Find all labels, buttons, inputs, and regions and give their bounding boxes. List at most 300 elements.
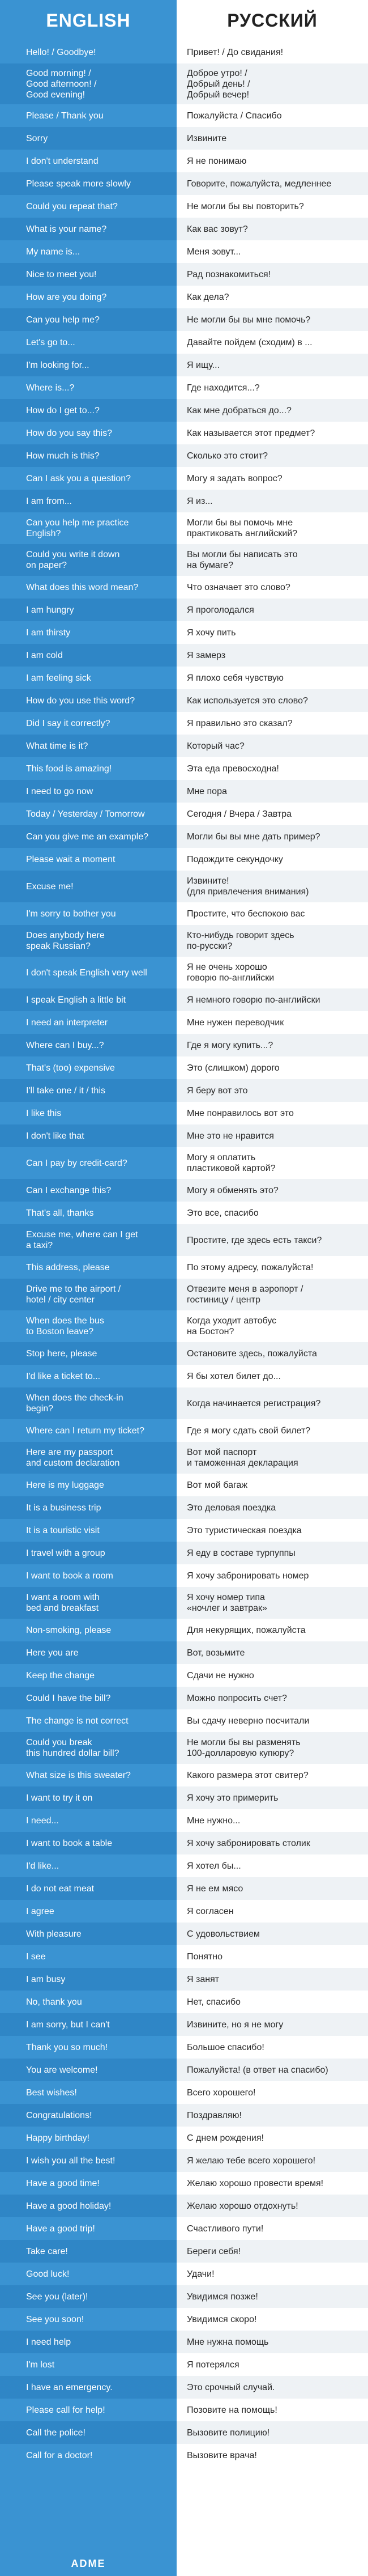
russian-phrase: Я плохо себя чувствую bbox=[177, 667, 368, 689]
english-phrase: See you soon! bbox=[0, 2308, 177, 2331]
phrase-row bbox=[0, 2285, 368, 2308]
phrase-row bbox=[0, 1687, 368, 1709]
english-phrase: Congratulations! bbox=[0, 2104, 177, 2127]
english-phrase: What size is this sweater? bbox=[0, 1764, 177, 1786]
english-phrase: Stop here, please bbox=[0, 1342, 177, 1365]
russian-phrase: Могу я оплатить пластиковой картой? bbox=[177, 1147, 368, 1179]
english-phrase: How are you doing? bbox=[0, 286, 177, 308]
english-phrase: I speak English a little bit bbox=[0, 988, 177, 1011]
english-phrase: I don't understand bbox=[0, 150, 177, 172]
phrase-row bbox=[0, 1079, 368, 1102]
english-phrase: Could you write it down on paper? bbox=[0, 544, 177, 576]
english-phrase: I travel with a group bbox=[0, 1542, 177, 1564]
russian-phrase: Я хочу это примерить bbox=[177, 1786, 368, 1809]
russian-phrase: Мне нужно... bbox=[177, 1809, 368, 1832]
russian-phrase: Я правильно это сказал? bbox=[177, 712, 368, 735]
russian-phrase: Не могли бы вы разменять 100-долларовую купюру? bbox=[177, 1732, 368, 1764]
english-phrase: How do I get to...? bbox=[0, 399, 177, 422]
phrase-row bbox=[0, 689, 368, 712]
phrase-row bbox=[0, 1179, 368, 1202]
phrase-row bbox=[0, 104, 368, 127]
phrase-row bbox=[0, 2217, 368, 2240]
phrase-row bbox=[0, 1342, 368, 1365]
phrase-row bbox=[0, 2353, 368, 2376]
english-phrase: I'm looking for... bbox=[0, 354, 177, 376]
russian-phrase: Не могли бы вы мне помочь? bbox=[177, 308, 368, 331]
phrase-row bbox=[0, 1147, 368, 1179]
phrase-row bbox=[0, 2104, 368, 2127]
russian-phrase: Могли бы вы помочь мне практиковать английский? bbox=[177, 512, 368, 544]
english-header: ENGLISH bbox=[0, 0, 177, 41]
english-phrase: This food is amazing! bbox=[0, 757, 177, 780]
phrase-row bbox=[0, 1056, 368, 1079]
english-phrase: I need an interpreter bbox=[0, 1011, 177, 1034]
phrase-row bbox=[0, 1202, 368, 1224]
english-phrase: I want to book a room bbox=[0, 1564, 177, 1587]
russian-phrase: Как называется этот предмет? bbox=[177, 422, 368, 444]
english-phrase: Have a good holiday! bbox=[0, 2195, 177, 2217]
russian-phrase: Я бы хотел билет до... bbox=[177, 1365, 368, 1387]
russian-phrase: Не могли бы вы повторить? bbox=[177, 195, 368, 218]
russian-phrase: Это все, спасибо bbox=[177, 1202, 368, 1224]
russian-phrase: Сдачи не нужно bbox=[177, 1664, 368, 1687]
phrase-row bbox=[0, 2240, 368, 2263]
phrase-row bbox=[0, 1587, 368, 1619]
english-phrase: I'd like... bbox=[0, 1854, 177, 1877]
english-phrase: I'm sorry to bother you bbox=[0, 902, 177, 925]
russian-phrase: Где я могу купить...? bbox=[177, 1034, 368, 1056]
header bbox=[0, 0, 368, 41]
english-phrase: I need to go now bbox=[0, 780, 177, 803]
russian-phrase: Вот, возьмите bbox=[177, 1641, 368, 1664]
phrase-row bbox=[0, 735, 368, 757]
phrase-row bbox=[0, 667, 368, 689]
russian-phrase: Желаю хорошо провести время! bbox=[177, 2172, 368, 2195]
english-phrase: Sorry bbox=[0, 127, 177, 150]
russian-phrase: Привет! / До свидания! bbox=[177, 41, 368, 63]
russian-phrase: Вызовите полицию! bbox=[177, 2421, 368, 2444]
english-phrase: Does anybody here speak Russian? bbox=[0, 925, 177, 957]
phrase-row bbox=[0, 2399, 368, 2421]
phrase-row bbox=[0, 871, 368, 902]
russian-phrase: Это (слишком) дорого bbox=[177, 1056, 368, 1079]
russian-phrase: Мне нужен переводчик bbox=[177, 1011, 368, 1034]
phrase-row bbox=[0, 150, 368, 172]
english-phrase: Here are my passport and custom declaration bbox=[0, 1442, 177, 1474]
english-phrase: Hello! / Goodbye! bbox=[0, 41, 177, 63]
russian-phrase: Я не очень хорошо говорю по-английски bbox=[177, 957, 368, 988]
english-phrase: It is a touristic visit bbox=[0, 1519, 177, 1542]
russian-phrase: Поздравляю! bbox=[177, 2104, 368, 2127]
russian-phrase: Пожалуйста! (в ответ на спасибо) bbox=[177, 2059, 368, 2081]
russian-phrase: Когда начинается регистрация? bbox=[177, 1387, 368, 1419]
phrase-row bbox=[0, 644, 368, 667]
russian-phrase: По этому адресу, пожалуйста! bbox=[177, 1256, 368, 1279]
russian-phrase: Какого размера этот свитер? bbox=[177, 1764, 368, 1786]
russian-phrase: Эта еда превосходна! bbox=[177, 757, 368, 780]
russian-phrase: Я хочу забронировать столик bbox=[177, 1832, 368, 1854]
russian-phrase: Понятно bbox=[177, 1945, 368, 1968]
russian-phrase: Как дела? bbox=[177, 286, 368, 308]
english-phrase: Call for a doctor! bbox=[0, 2444, 177, 2467]
phrase-row bbox=[0, 902, 368, 925]
phrase-row bbox=[0, 1709, 368, 1732]
russian-phrase: Мне пора bbox=[177, 780, 368, 803]
english-phrase: I'd like a ticket to... bbox=[0, 1365, 177, 1387]
phrase-row bbox=[0, 1923, 368, 1945]
english-phrase: Have a good trip! bbox=[0, 2217, 177, 2240]
phrase-row bbox=[0, 1809, 368, 1832]
phrase-row bbox=[0, 1664, 368, 1687]
russian-phrase: Давайте пойдем (сходим) в ... bbox=[177, 331, 368, 354]
russian-phrase: Сегодня / Вчера / Завтра bbox=[177, 803, 368, 825]
russian-phrase: С днем рождения! bbox=[177, 2127, 368, 2149]
english-phrase: I don't like that bbox=[0, 1124, 177, 1147]
english-phrase: That's (too) expensive bbox=[0, 1056, 177, 1079]
english-phrase: I am cold bbox=[0, 644, 177, 667]
phrase-row bbox=[0, 2149, 368, 2172]
phrase-row bbox=[0, 354, 368, 376]
phrase-row bbox=[0, 1945, 368, 1968]
phrase-row bbox=[0, 2421, 368, 2444]
phrase-row bbox=[0, 1310, 368, 1342]
phrase-row bbox=[0, 1732, 368, 1764]
phrase-row bbox=[0, 1968, 368, 1991]
english-phrase: Good morning! / Good afternoon! / Good evening! bbox=[0, 63, 177, 104]
russian-phrase: Счастливого пути! bbox=[177, 2217, 368, 2240]
phrase-row bbox=[0, 1365, 368, 1387]
phrase-table bbox=[0, 41, 368, 2467]
phrase-row bbox=[0, 712, 368, 735]
russian-phrase: Вот мой багаж bbox=[177, 1474, 368, 1496]
phrase-row bbox=[0, 376, 368, 399]
russian-phrase: Я согласен bbox=[177, 1900, 368, 1923]
english-phrase: Nice to meet you! bbox=[0, 263, 177, 286]
english-phrase: Could you repeat that? bbox=[0, 195, 177, 218]
phrase-row bbox=[0, 2331, 368, 2353]
english-phrase: Best wishes! bbox=[0, 2081, 177, 2104]
russian-phrase: Простите, где здесь есть такси? bbox=[177, 1224, 368, 1256]
russian-phrase: Подождите секундочку bbox=[177, 848, 368, 871]
phrase-row bbox=[0, 621, 368, 644]
phrase-row bbox=[0, 1224, 368, 1256]
english-phrase: Call the police! bbox=[0, 2421, 177, 2444]
russian-phrase: Позовите на помощь! bbox=[177, 2399, 368, 2421]
phrase-row bbox=[0, 2036, 368, 2059]
phrase-row bbox=[0, 825, 368, 848]
phrase-row bbox=[0, 240, 368, 263]
russian-phrase: Я ищу... bbox=[177, 354, 368, 376]
english-phrase: I want a room with bed and breakfast bbox=[0, 1587, 177, 1619]
english-phrase: What time is it? bbox=[0, 735, 177, 757]
phrase-row bbox=[0, 172, 368, 195]
english-phrase: Please call for help! bbox=[0, 2399, 177, 2421]
english-phrase: Please / Thank you bbox=[0, 104, 177, 127]
phrase-row bbox=[0, 2444, 368, 2467]
phrase-row bbox=[0, 1256, 368, 1279]
phrase-row bbox=[0, 1641, 368, 1664]
phrase-row bbox=[0, 780, 368, 803]
english-phrase: When does the check-in begin? bbox=[0, 1387, 177, 1419]
english-phrase: I want to try it on bbox=[0, 1786, 177, 1809]
russian-phrase: Я не ем мясо bbox=[177, 1877, 368, 1900]
english-phrase: Let's go to... bbox=[0, 331, 177, 354]
english-phrase: Have a good time! bbox=[0, 2172, 177, 2195]
english-phrase: Here you are bbox=[0, 1641, 177, 1664]
phrase-row bbox=[0, 2081, 368, 2104]
phrase-row bbox=[0, 41, 368, 63]
english-phrase: Where can I return my ticket? bbox=[0, 1419, 177, 1442]
phrase-row bbox=[0, 490, 368, 512]
phrase-row bbox=[0, 444, 368, 467]
english-phrase: Could you break this hundred dollar bill? bbox=[0, 1732, 177, 1764]
russian-phrase: Это деловая поездка bbox=[177, 1496, 368, 1519]
russian-phrase: Извините bbox=[177, 127, 368, 150]
russian-phrase: Который час? bbox=[177, 735, 368, 757]
russian-phrase: Могу я обменять это? bbox=[177, 1179, 368, 1202]
phrase-row bbox=[0, 467, 368, 490]
english-phrase: How much is this? bbox=[0, 444, 177, 467]
phrase-row bbox=[0, 599, 368, 621]
russian-phrase: Как вас зовут? bbox=[177, 218, 368, 240]
russian-phrase: Вот мой паспорт и таможенная декларация bbox=[177, 1442, 368, 1474]
russian-phrase: Говорите, пожалуйста, медленнее bbox=[177, 172, 368, 195]
english-phrase: What does this word mean? bbox=[0, 576, 177, 599]
english-phrase: Can I ask you a question? bbox=[0, 467, 177, 490]
russian-phrase: Как используется это слово? bbox=[177, 689, 368, 712]
phrase-row bbox=[0, 544, 368, 576]
russian-header: РУССКИЙ bbox=[177, 0, 368, 41]
russian-phrase: Когда уходит автобус на Бостон? bbox=[177, 1310, 368, 1342]
english-phrase: I am hungry bbox=[0, 599, 177, 621]
phrase-row bbox=[0, 195, 368, 218]
phrase-row bbox=[0, 1124, 368, 1147]
english-phrase: With pleasure bbox=[0, 1923, 177, 1945]
english-phrase: I am feeling sick bbox=[0, 667, 177, 689]
russian-phrase: Извините! (для привлечения внимания) bbox=[177, 871, 368, 902]
phrase-row bbox=[0, 2127, 368, 2149]
english-phrase: No, thank you bbox=[0, 1991, 177, 2013]
phrase-row bbox=[0, 1764, 368, 1786]
english-phrase: What is your name? bbox=[0, 218, 177, 240]
phrase-row bbox=[0, 308, 368, 331]
phrase-row bbox=[0, 1496, 368, 1519]
adme-logo: ADME bbox=[0, 2551, 177, 2576]
phrase-row bbox=[0, 1900, 368, 1923]
russian-phrase: Нет, спасибо bbox=[177, 1991, 368, 2013]
phrase-row bbox=[0, 2013, 368, 2036]
english-phrase: How do you use this word? bbox=[0, 689, 177, 712]
russian-phrase: Увидимся позже! bbox=[177, 2285, 368, 2308]
russian-phrase: Сколько это стоит? bbox=[177, 444, 368, 467]
russian-phrase: Что означает это слово? bbox=[177, 576, 368, 599]
phrase-row bbox=[0, 1387, 368, 1419]
phrase-row bbox=[0, 1564, 368, 1587]
russian-phrase: Можно попросить счет? bbox=[177, 1687, 368, 1709]
english-phrase: Can you give me an example? bbox=[0, 825, 177, 848]
russian-phrase: Где находится...? bbox=[177, 376, 368, 399]
english-phrase: Can you help me practice English? bbox=[0, 512, 177, 544]
phrase-row bbox=[0, 957, 368, 988]
english-phrase: I need help bbox=[0, 2331, 177, 2353]
russian-phrase: Вызовите врача! bbox=[177, 2444, 368, 2467]
phrase-row bbox=[0, 1832, 368, 1854]
russian-phrase: Меня зовут... bbox=[177, 240, 368, 263]
english-phrase: That's all, thanks bbox=[0, 1202, 177, 1224]
russian-phrase: Могу я задать вопрос? bbox=[177, 467, 368, 490]
english-phrase: Can you help me? bbox=[0, 308, 177, 331]
phrase-row bbox=[0, 2263, 368, 2285]
english-phrase: Take care! bbox=[0, 2240, 177, 2263]
english-phrase: Where is...? bbox=[0, 376, 177, 399]
phrase-row bbox=[0, 399, 368, 422]
russian-phrase: Я желаю тебе всего хорошего! bbox=[177, 2149, 368, 2172]
russian-phrase: Удачи! bbox=[177, 2263, 368, 2285]
english-phrase: Non-smoking, please bbox=[0, 1619, 177, 1641]
phrase-row bbox=[0, 127, 368, 150]
russian-phrase: Как мне добраться до...? bbox=[177, 399, 368, 422]
russian-phrase: Это срочный случай. bbox=[177, 2376, 368, 2399]
english-phrase: You are welcome! bbox=[0, 2059, 177, 2081]
english-phrase: My name is... bbox=[0, 240, 177, 263]
russian-phrase: Пожалуйста / Спасибо bbox=[177, 104, 368, 127]
english-phrase: Did I say it correctly? bbox=[0, 712, 177, 735]
russian-phrase: Отвезите меня в аэропорт / гостиницу / центр bbox=[177, 1279, 368, 1310]
phrase-row bbox=[0, 2376, 368, 2399]
phrase-row bbox=[0, 2308, 368, 2331]
phrase-row bbox=[0, 1619, 368, 1641]
english-phrase: Thank you so much! bbox=[0, 2036, 177, 2059]
phrase-row bbox=[0, 286, 368, 308]
phrase-row bbox=[0, 1991, 368, 2013]
english-phrase: I like this bbox=[0, 1102, 177, 1124]
english-phrase: I agree bbox=[0, 1900, 177, 1923]
english-phrase: Good luck! bbox=[0, 2263, 177, 2285]
english-phrase: Excuse me, where can I get a taxi? bbox=[0, 1224, 177, 1256]
english-phrase: Today / Yesterday / Tomorrow bbox=[0, 803, 177, 825]
russian-phrase: Я беру вот это bbox=[177, 1079, 368, 1102]
english-phrase: Drive me to the airport / hotel / city center bbox=[0, 1279, 177, 1310]
english-phrase: I'm lost bbox=[0, 2353, 177, 2376]
english-phrase: This address, please bbox=[0, 1256, 177, 1279]
russian-phrase: Мне понравилось вот это bbox=[177, 1102, 368, 1124]
english-phrase: I am busy bbox=[0, 1968, 177, 1991]
russian-phrase: Вы могли бы написать это на бумаге? bbox=[177, 544, 368, 576]
russian-phrase: Я хочу пить bbox=[177, 621, 368, 644]
english-phrase: I am thirsty bbox=[0, 621, 177, 644]
phrase-row bbox=[0, 1442, 368, 1474]
phrase-row bbox=[0, 757, 368, 780]
russian-phrase: Я хотел бы... bbox=[177, 1854, 368, 1877]
russian-phrase: Кто-нибудь говорит здесь по-русски? bbox=[177, 925, 368, 957]
english-phrase: I don't speak English very well bbox=[0, 957, 177, 988]
phrase-row bbox=[0, 63, 368, 104]
english-phrase: It is a business trip bbox=[0, 1496, 177, 1519]
phrase-row bbox=[0, 422, 368, 444]
russian-phrase: Остановите здесь, пожалуйста bbox=[177, 1342, 368, 1365]
phrase-row bbox=[0, 2059, 368, 2081]
russian-phrase: Это туристическая поездка bbox=[177, 1519, 368, 1542]
english-phrase: I need... bbox=[0, 1809, 177, 1832]
phrase-row bbox=[0, 1542, 368, 1564]
russian-phrase: Простите, что беспокою вас bbox=[177, 902, 368, 925]
russian-phrase: Мне нужна помощь bbox=[177, 2331, 368, 2353]
phrase-row bbox=[0, 848, 368, 871]
english-phrase: Please wait a moment bbox=[0, 848, 177, 871]
phrase-row bbox=[0, 988, 368, 1011]
russian-phrase: Я из... bbox=[177, 490, 368, 512]
russian-phrase: Могли бы вы мне дать пример? bbox=[177, 825, 368, 848]
russian-phrase: Я еду в составе турпуппы bbox=[177, 1542, 368, 1564]
english-phrase: Happy birthday! bbox=[0, 2127, 177, 2149]
russian-phrase: Где я могу сдать свой билет? bbox=[177, 1419, 368, 1442]
english-phrase: Can I pay by credit-card? bbox=[0, 1147, 177, 1179]
russian-phrase: Желаю хорошо отдохнуть! bbox=[177, 2195, 368, 2217]
english-phrase: Where can I buy...? bbox=[0, 1034, 177, 1056]
english-phrase: I want to book a table bbox=[0, 1832, 177, 1854]
russian-phrase: Мне это не нравится bbox=[177, 1124, 368, 1147]
phrase-row bbox=[0, 803, 368, 825]
phrase-row bbox=[0, 1877, 368, 1900]
russian-phrase: Я не понимаю bbox=[177, 150, 368, 172]
english-phrase: Excuse me! bbox=[0, 871, 177, 902]
english-phrase: Could I have the bill? bbox=[0, 1687, 177, 1709]
english-phrase: I am from... bbox=[0, 490, 177, 512]
english-phrase: The change is not correct bbox=[0, 1709, 177, 1732]
russian-phrase: Для некурящих, пожалуйста bbox=[177, 1619, 368, 1641]
english-phrase: See you (later)! bbox=[0, 2285, 177, 2308]
russian-phrase: Я хочу номер типа «ночлег и завтрак» bbox=[177, 1587, 368, 1619]
english-phrase: Please speak more slowly bbox=[0, 172, 177, 195]
english-phrase: Keep the change bbox=[0, 1664, 177, 1687]
phrase-row bbox=[0, 512, 368, 544]
english-phrase: I have an emergency. bbox=[0, 2376, 177, 2399]
english-phrase: Can I exchange this? bbox=[0, 1179, 177, 1202]
phrase-row bbox=[0, 263, 368, 286]
phrase-row bbox=[0, 1102, 368, 1124]
phrase-row bbox=[0, 1519, 368, 1542]
english-phrase: I'll take one / it / this bbox=[0, 1079, 177, 1102]
english-phrase: I do not eat meat bbox=[0, 1877, 177, 1900]
english-phrase: Here is my luggage bbox=[0, 1474, 177, 1496]
russian-phrase: Я замерз bbox=[177, 644, 368, 667]
english-phrase: I am sorry, but I can't bbox=[0, 2013, 177, 2036]
phrase-row bbox=[0, 1034, 368, 1056]
phrase-row bbox=[0, 1786, 368, 1809]
english-phrase: When does the bus to Boston leave? bbox=[0, 1310, 177, 1342]
phrase-row bbox=[0, 1419, 368, 1442]
russian-phrase: Береги себя! bbox=[177, 2240, 368, 2263]
english-phrase: I see bbox=[0, 1945, 177, 1968]
russian-phrase: Я занят bbox=[177, 1968, 368, 1991]
russian-phrase: Вы сдачу неверно посчитали bbox=[177, 1709, 368, 1732]
english-phrase: How do you say this? bbox=[0, 422, 177, 444]
russian-phrase: Большое спасибо! bbox=[177, 2036, 368, 2059]
phrase-row bbox=[0, 576, 368, 599]
phrase-row bbox=[0, 1854, 368, 1877]
phrase-row bbox=[0, 1474, 368, 1496]
phrase-row bbox=[0, 2172, 368, 2195]
english-phrase: I wish you all the best! bbox=[0, 2149, 177, 2172]
phrase-row bbox=[0, 1279, 368, 1310]
russian-phrase: Рад познакомиться! bbox=[177, 263, 368, 286]
russian-phrase: Я проголодался bbox=[177, 599, 368, 621]
russian-phrase: Я немного говорю по-английски bbox=[177, 988, 368, 1011]
russian-phrase: С удовольствием bbox=[177, 1923, 368, 1945]
russian-phrase: Доброе утро! / Добрый день! / Добрый вечер! bbox=[177, 63, 368, 104]
phrase-row bbox=[0, 1011, 368, 1034]
russian-phrase: Увидимся скоро! bbox=[177, 2308, 368, 2331]
